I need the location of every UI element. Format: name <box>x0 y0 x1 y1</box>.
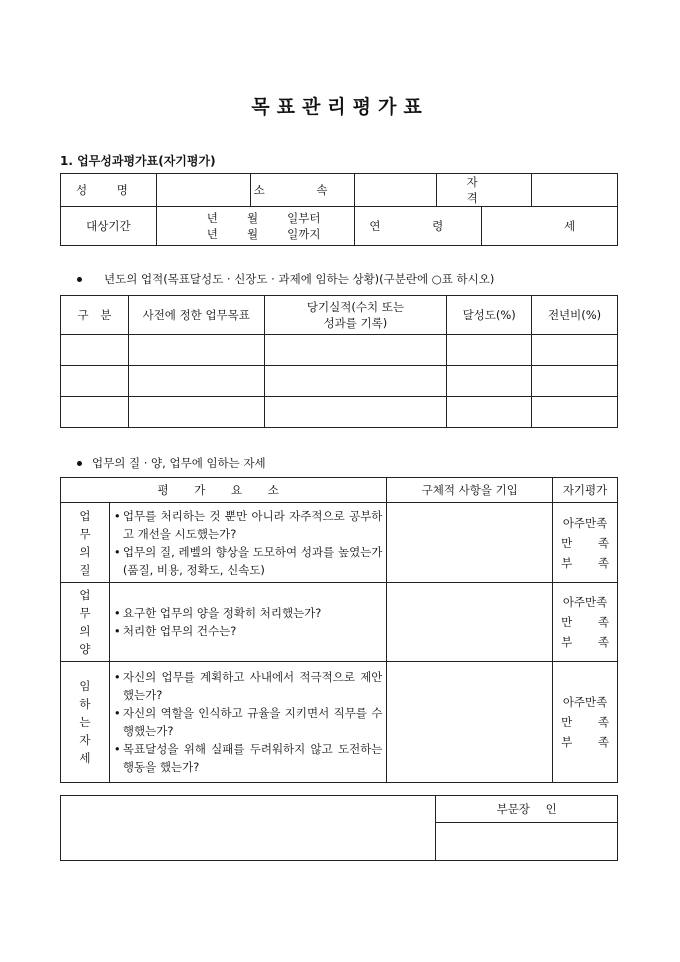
eval-row-attitude <box>61 662 618 783</box>
info-table <box>60 173 618 246</box>
header-yoy: 전년비(%) <box>532 296 618 335</box>
header-detail: 구체적 사항을 기입 <box>387 478 553 503</box>
eval-row-quality <box>61 503 618 583</box>
section-heading: 1. 업무성과평가표(자기평가) <box>60 154 216 168</box>
age-value[interactable]: 세 <box>482 207 618 246</box>
cell[interactable] <box>447 335 532 366</box>
approval-label: 부문장 인 <box>436 796 618 823</box>
performance-table <box>60 295 618 428</box>
dept-value[interactable] <box>355 174 437 207</box>
category-quality: 업 무 의 질 <box>61 503 110 583</box>
cell[interactable] <box>447 397 532 428</box>
factor-items: • 업무를 처리하는 것 뿐만 아니라 자주적으로 공부하고 개선을 시도했는가? • 업무의 질, 레벨의 향상을 도모하여 성과를 높였는가(품질, 비용, 정확도, 신속도) <box>109 503 387 583</box>
bullet-quality: 업무의 질 · 양, 업무에 임하는 자세 <box>77 455 266 471</box>
self-rating[interactable]: 아주만족 만 족 부 족 <box>553 503 618 583</box>
evaluation-table <box>60 477 618 783</box>
cell[interactable] <box>532 366 618 397</box>
factor-items: • 자신의 업무를 계획하고 사내에서 적극적으로 제안했는가? • 자신의 역할을 인식하고 규율을 지키면서 직무를 수행했는가? • 목표달성을 위해 실패를 두려워하지 않고 도전하는 행동을 했는가? <box>109 662 387 783</box>
header-self: 자기평가 <box>553 478 618 503</box>
dept-label: 소 속 <box>250 174 355 207</box>
self-rating[interactable]: 아주만족 만 족 부 족 <box>553 662 618 783</box>
cell[interactable] <box>264 366 447 397</box>
cell[interactable] <box>128 335 264 366</box>
cell[interactable] <box>532 397 618 428</box>
self-rating[interactable]: 아주만족 만 족 부 족 <box>553 583 618 662</box>
name-label: 성 명 <box>61 174 157 207</box>
eval-row-quantity <box>61 583 618 662</box>
header-result: 당기실적(수치 또는 성과를 기록) <box>264 296 447 335</box>
category-attitude: 임 하 는 자 세 <box>61 662 110 783</box>
detail-input[interactable] <box>387 583 553 662</box>
detail-input[interactable] <box>387 503 553 583</box>
cell[interactable] <box>532 335 618 366</box>
factor-items: • 요구한 업무의 양을 정확히 처리했는가? • 처리한 업무의 건수는? <box>109 583 387 662</box>
cell[interactable] <box>61 335 129 366</box>
header-category: 구 분 <box>61 296 129 335</box>
age-label: 연 령 <box>355 207 482 246</box>
table-row <box>61 397 618 428</box>
cell[interactable] <box>128 366 264 397</box>
header-goal: 사전에 정한 업무목표 <box>128 296 264 335</box>
qualification-value[interactable] <box>532 174 618 207</box>
cell[interactable] <box>128 397 264 428</box>
cell[interactable] <box>61 366 129 397</box>
bullet-performance: 년도의 업적(목표달성도 · 신장도 · 과제에 임하는 상황)(구분란에 ○표 하시오) <box>77 271 494 287</box>
header-factor: 평 가 요 소 <box>61 478 387 503</box>
cell[interactable] <box>264 335 447 366</box>
table-row <box>61 335 618 366</box>
name-value[interactable] <box>156 174 250 207</box>
approval-table <box>60 795 618 861</box>
table-row <box>61 366 618 397</box>
comment-area[interactable] <box>61 796 436 861</box>
period-value[interactable]: 년 월 일부터 년 월 일까지 <box>156 207 355 246</box>
detail-input[interactable] <box>387 662 553 783</box>
cell[interactable] <box>61 397 129 428</box>
approval-stamp[interactable] <box>436 823 618 861</box>
qualification-label: 자 격 <box>437 174 532 207</box>
cell[interactable] <box>447 366 532 397</box>
period-label: 대상기간 <box>61 207 157 246</box>
page-title: 목표관리평가표 <box>251 96 429 118</box>
bullet-icon <box>77 277 82 282</box>
cell[interactable] <box>264 397 447 428</box>
header-achievement: 달성도(%) <box>447 296 532 335</box>
category-quantity: 업 무 의 양 <box>61 583 110 662</box>
bullet-icon <box>77 461 82 466</box>
